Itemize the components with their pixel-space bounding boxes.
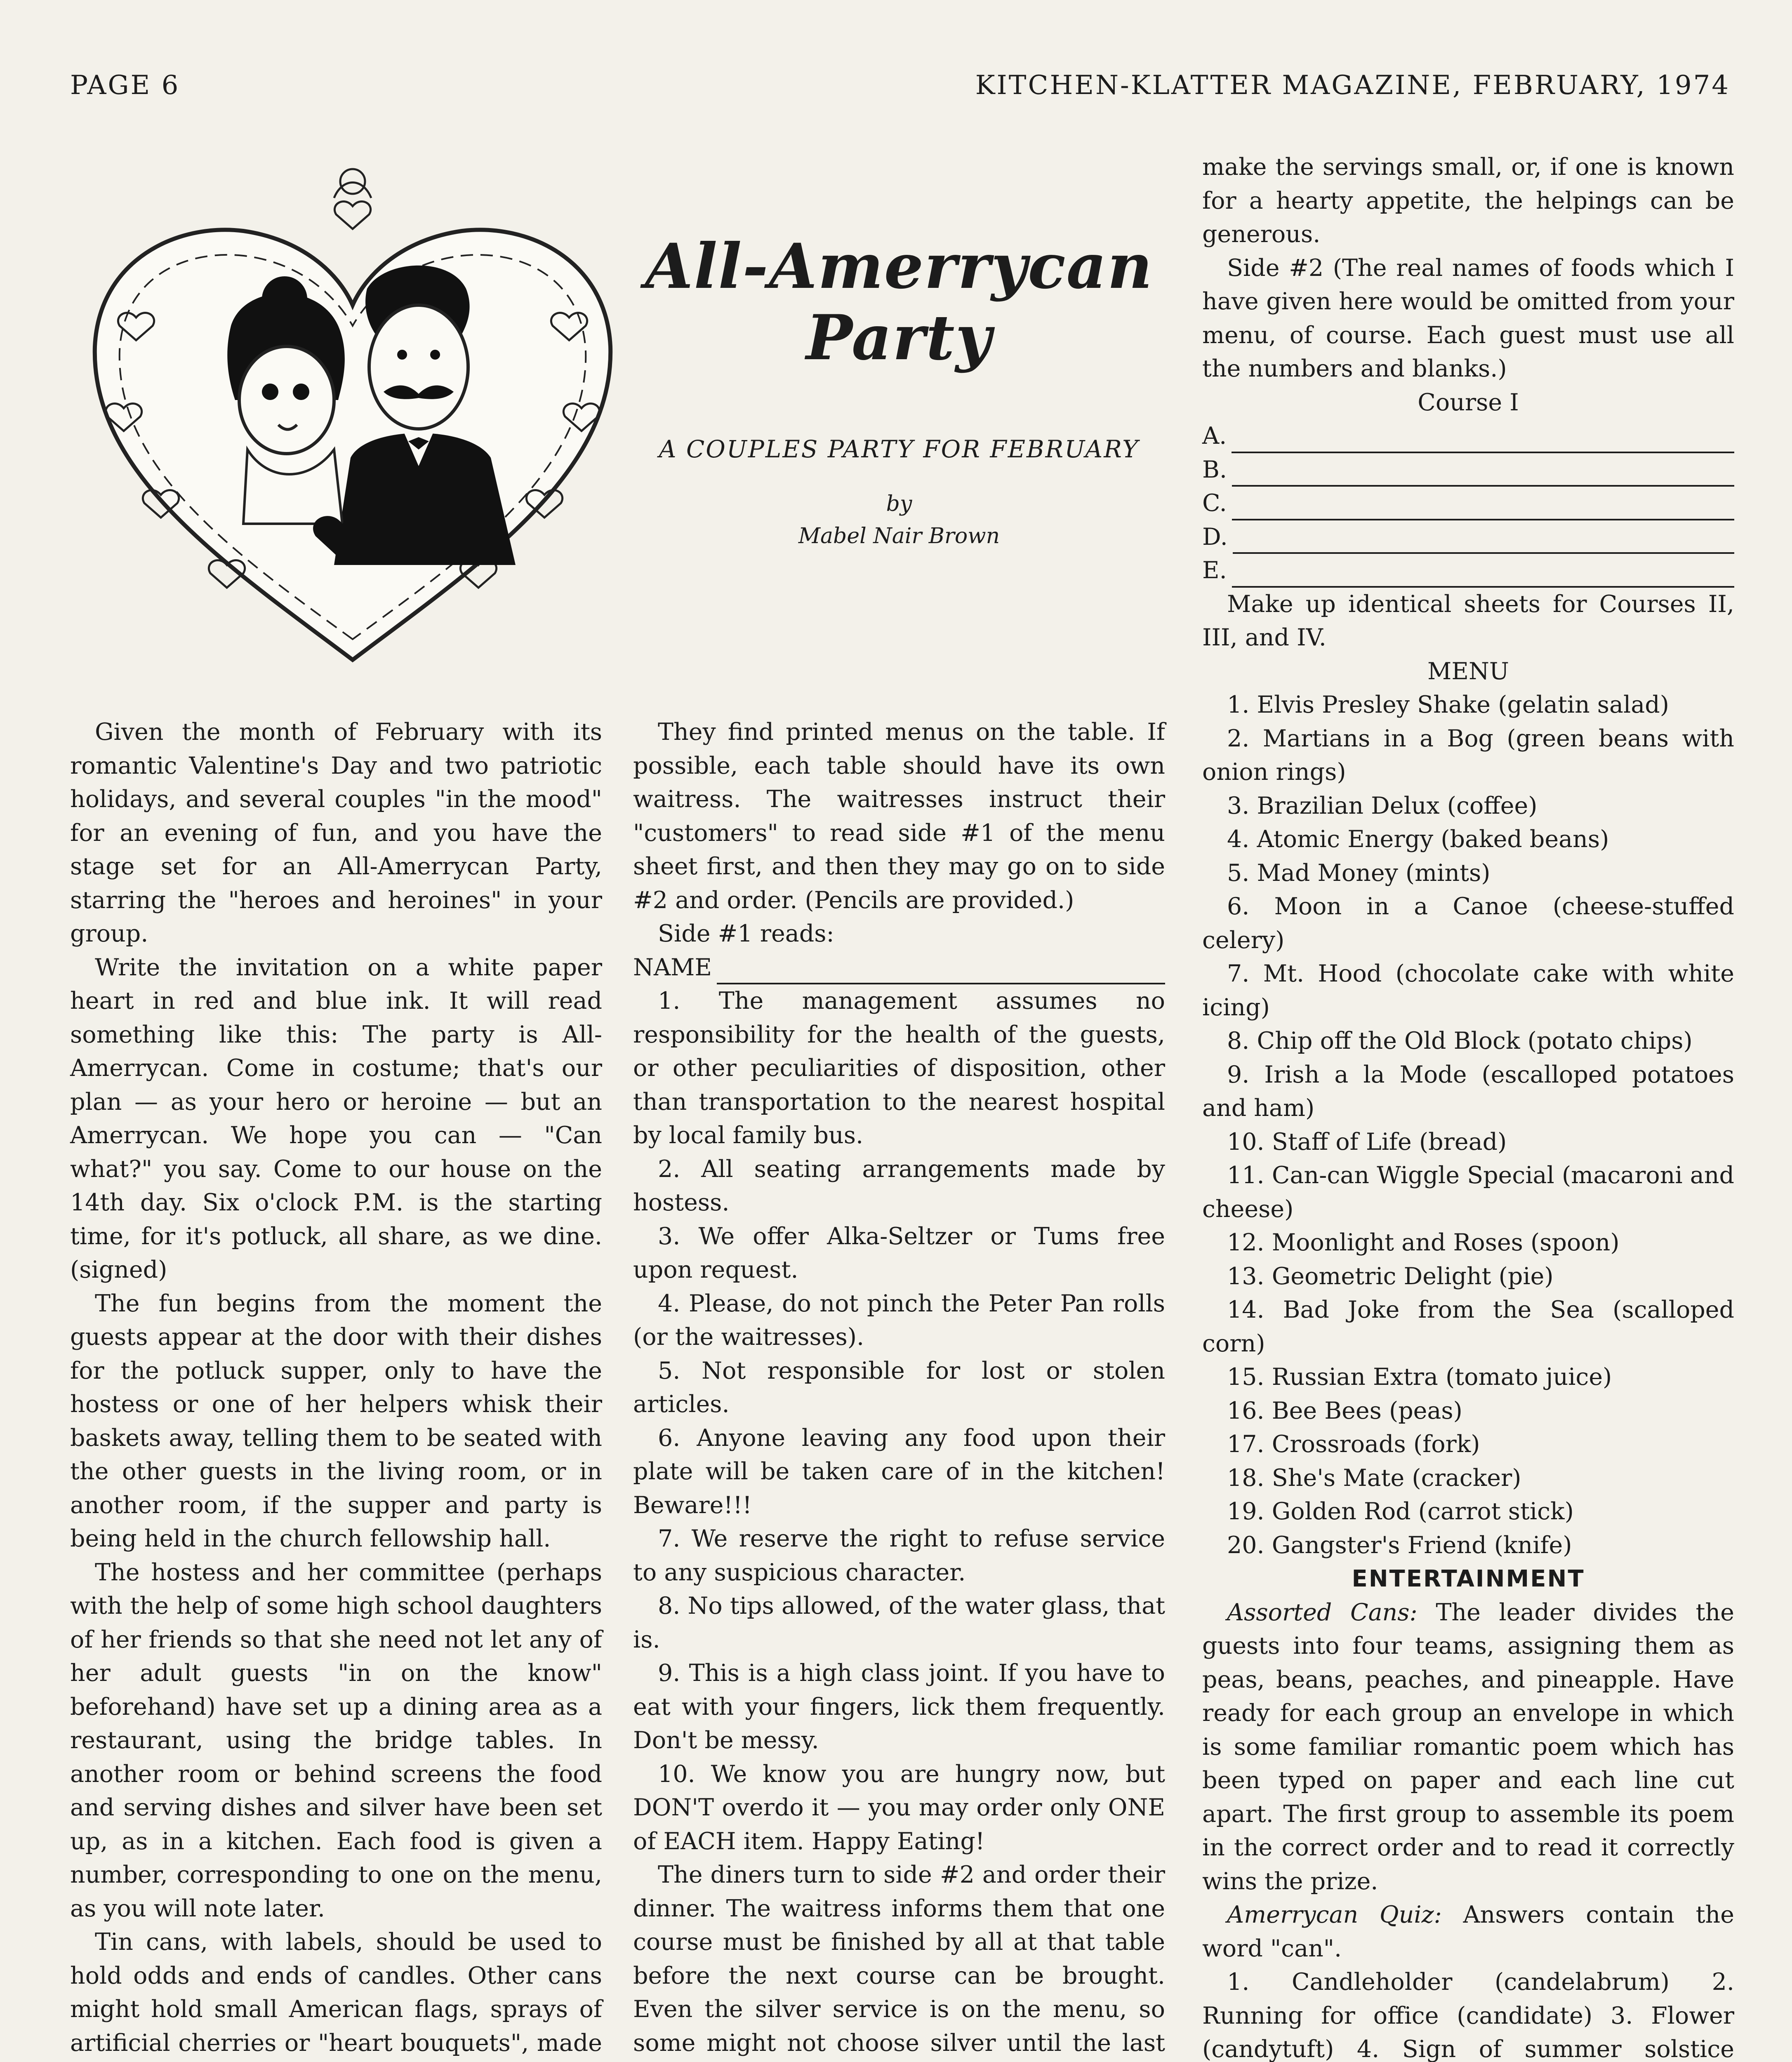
menu-item: 2. Martians in a Bog (green beans with onion rings) — [1202, 725, 1734, 786]
blank-line — [717, 958, 1165, 984]
page-number: PAGE 6 — [70, 70, 180, 101]
paragraph: The fun begins from the moment the guests appear at the door with their dishes for the potluck supper, only to have the hostess or one of her helpers whisk their baskets away, telling them to be seated with the other guests in the living room, or in another room, if the supper and party is being held in the church fellowship hall. — [70, 1290, 602, 1552]
blank-label: E. — [1202, 557, 1227, 584]
menu-item: 3. Brazilian Delux (coffee) — [1227, 792, 1538, 819]
menu-item: 10. Staff of Life (bread) — [1227, 1128, 1507, 1156]
menu-item: 15. Russian Extra (tomato juice) — [1227, 1363, 1612, 1391]
quiz-paragraph — [1202, 1898, 1734, 1965]
column-2 — [633, 716, 1165, 2062]
menu-item: 5. Mad Money (mints) — [1227, 859, 1491, 887]
course-blank — [1202, 554, 1734, 588]
course-heading: Course I — [1418, 388, 1519, 416]
magazine-title-date: KITCHEN-KLATTER MAGAZINE, FEBRUARY, 1974 — [975, 70, 1730, 101]
rule-item: 9. This is a high class joint. If you have to eat with your fingers, lick them frequently. Don't be messy. — [633, 1659, 1165, 1754]
menu-item: 9. Irish a la Mode (escalloped potatoes and ham) — [1202, 1061, 1734, 1122]
paragraph: make the servings small, or, if one is known for a hearty appetite, the helpings can be generous. — [1202, 153, 1734, 248]
menu-heading: MENU — [1427, 657, 1509, 685]
paragraph: Write the invitation on a white paper heart in red and blue ink. It will read something like this: The party is All-Amerrycan. Come in costume; that's our plan — as your hero or heroine — but an Amerrycan. We hope you can — "Can what?" you say. Come to our house on the 14th day. Six o'clock P.M. is the starting time, for it's potluck, all share, as we dine. (signed) — [70, 953, 602, 1283]
rule-item: 2. All seating arrangements made by hostess. — [633, 1155, 1165, 1216]
assorted-cans-text: The leader divides the guests into four teams, assigning them as peas, beans, peaches, and pineapple. Have ready for each group an envelope in which is some familiar romantic poem which has been typed on paper and each line cut apart. The first group to assemble its poem in the correct order and to read it correctly wins the prize. — [1202, 1598, 1734, 1895]
assorted-cans-paragraph — [1202, 1596, 1734, 1899]
menu-item: 19. Golden Rod (carrot stick) — [1227, 1498, 1574, 1525]
article-subtitle: A COUPLES PARTY FOR FEBRUARY — [659, 435, 1140, 463]
valentine-couple-heart-frame-icon — [54, 153, 652, 689]
blank-label: B. — [1202, 456, 1227, 483]
name-label: NAME — [633, 953, 712, 981]
column-3 — [1202, 151, 1734, 2062]
menu-item: 4. Atomic Energy (baked beans) — [1227, 826, 1609, 853]
menu-item: 20. Gangster's Friend (knife) — [1227, 1531, 1572, 1559]
rule-item: 1. The management assumes no responsibility for the health of the guests, or other peculiarities of disposition, other than transportation to the nearest hospital by local family bus. — [633, 987, 1165, 1149]
blank-line — [1232, 561, 1734, 588]
quiz-label: Amerrycan Quiz: — [1227, 1901, 1442, 1928]
blank-line — [1232, 494, 1734, 520]
course-blank — [1202, 487, 1734, 520]
menu-item: 8. Chip off the Old Block (potato chips) — [1227, 1027, 1693, 1055]
blank-line — [1232, 460, 1734, 487]
quiz-answers: 1. Candleholder (candelabrum) 2. Running for office (candidate) 3. Flower (candytuft) 4. Sign of summer solstice — [1202, 1968, 1734, 2062]
entertainment-heading: ENTERTAINMENT — [1352, 1565, 1585, 1592]
menu-item: 12. Moonlight and Roses (spoon) — [1227, 1229, 1620, 1256]
course-blank — [1202, 419, 1734, 453]
rule-item: 3. We offer Alka-Seltzer or Tums free upon request. — [633, 1222, 1165, 1283]
menu-item: 13. Geometric Delight (pie) — [1227, 1262, 1554, 1290]
menu-item: 16. Bee Bees (peas) — [1227, 1397, 1462, 1424]
paragraph: They find printed menus on the table. If possible, each table should have its own waitress. The waitresses instruct their "customers" to read side #1 of the menu sheet first, and then they may go on to side #2 and order. (Pencils are provided.) — [633, 718, 1165, 914]
rule-item: 7. We reserve the right to refuse service to any suspicious character. — [633, 1525, 1165, 1586]
rule-item: 5. Not responsible for lost or stolen articles. — [633, 1357, 1165, 1418]
assorted-cans-label: Assorted Cans: — [1227, 1598, 1418, 1626]
byline-by: by — [886, 492, 912, 516]
side2-paragraph: Side #2 (The real names of foods which I have given here would be omitted from your menu, of course. Each guest must use all the numbers and blanks.) — [1202, 254, 1734, 382]
blank-line — [1232, 427, 1734, 453]
paragraph: The diners turn to side #2 and order their dinner. The waitress informs them that one course must be finished by all at that table before the next course can be brought. Even the silver service is on the menu, so some might not choose silver until the last — [633, 1861, 1165, 2057]
author-name: Mabel Nair Brown — [798, 524, 1000, 548]
article-title-line2: Party — [806, 301, 992, 374]
menu-item: 6. Moon in a Canoe (cheese-stuffed celery) — [1202, 893, 1734, 954]
course-blank — [1202, 453, 1734, 487]
column-1 — [70, 716, 602, 2062]
rule-item: 4. Please, do not pinch the Peter Pan rolls (or the waitresses). — [633, 1290, 1165, 1351]
menu-item: 1. Elvis Presley Shake (gelatin salad) — [1227, 691, 1669, 718]
article-title-block — [627, 231, 1171, 552]
rule-item: 8. No tips allowed, of the water glass, that is. — [633, 1592, 1165, 1653]
article-title-line1: All-Amerrycan — [645, 230, 1153, 303]
course-blank — [1202, 520, 1734, 554]
paragraph: The hostess and her committee (perhaps with the help of some high school daughters of her friends so that she need not let any of her adult guests "in on the know" beforehand) have set up a dining area as a restaurant, using the bridge tables. In another room or behind screens the food and serving dishes and silver have been set up, as in a kitchen. Each food is given a number, corresponding to one on the menu, as you will note later. — [70, 1558, 602, 1922]
blank-line — [1233, 527, 1734, 554]
menu-item: 7. Mt. Hood (chocolate cake with white icing) — [1202, 960, 1734, 1021]
menu-item: 18. She's Mate (cracker) — [1227, 1464, 1521, 1492]
menu-item: 14. Bad Joke from the Sea (scalloped corn) — [1202, 1296, 1734, 1357]
menu-item: 17. Crossroads (fork) — [1227, 1431, 1480, 1458]
side1-label: Side #1 reads: — [658, 920, 834, 947]
rule-item: 6. Anyone leaving any food upon their plate will be taken care of in the kitchen! Beware!!! — [633, 1424, 1165, 1519]
name-blank — [633, 951, 1165, 985]
quiz-text: Answers contain the word "can". — [1202, 1901, 1734, 1962]
paragraph: Given the month of February with its romantic Valentine's Day and two patriotic holidays, and several couples "in the mood" for an evening of fun, and you have the stage set for an All-Amerrycan Party, starring the "heroes and heroines" in your group. — [70, 718, 602, 947]
rule-item: 10. We know you are hungry now, but DON'T overdo it — you may order only ONE of EACH item. Happy Eating! — [633, 1760, 1165, 1855]
paragraph: Make up identical sheets for Courses II, III, and IV. — [1202, 590, 1734, 651]
blank-label: C. — [1202, 490, 1227, 517]
blank-label: A. — [1202, 422, 1227, 450]
menu-item: 11. Can-can Wiggle Special (macaroni and cheese) — [1202, 1162, 1734, 1223]
paragraph: Tin cans, with labels, should be used to hold odds and ends of candles. Other cans might hold small American flags, sprays of artificial cherries or "heart bouquets", made — [70, 1928, 602, 2057]
blank-label: D. — [1202, 523, 1228, 551]
